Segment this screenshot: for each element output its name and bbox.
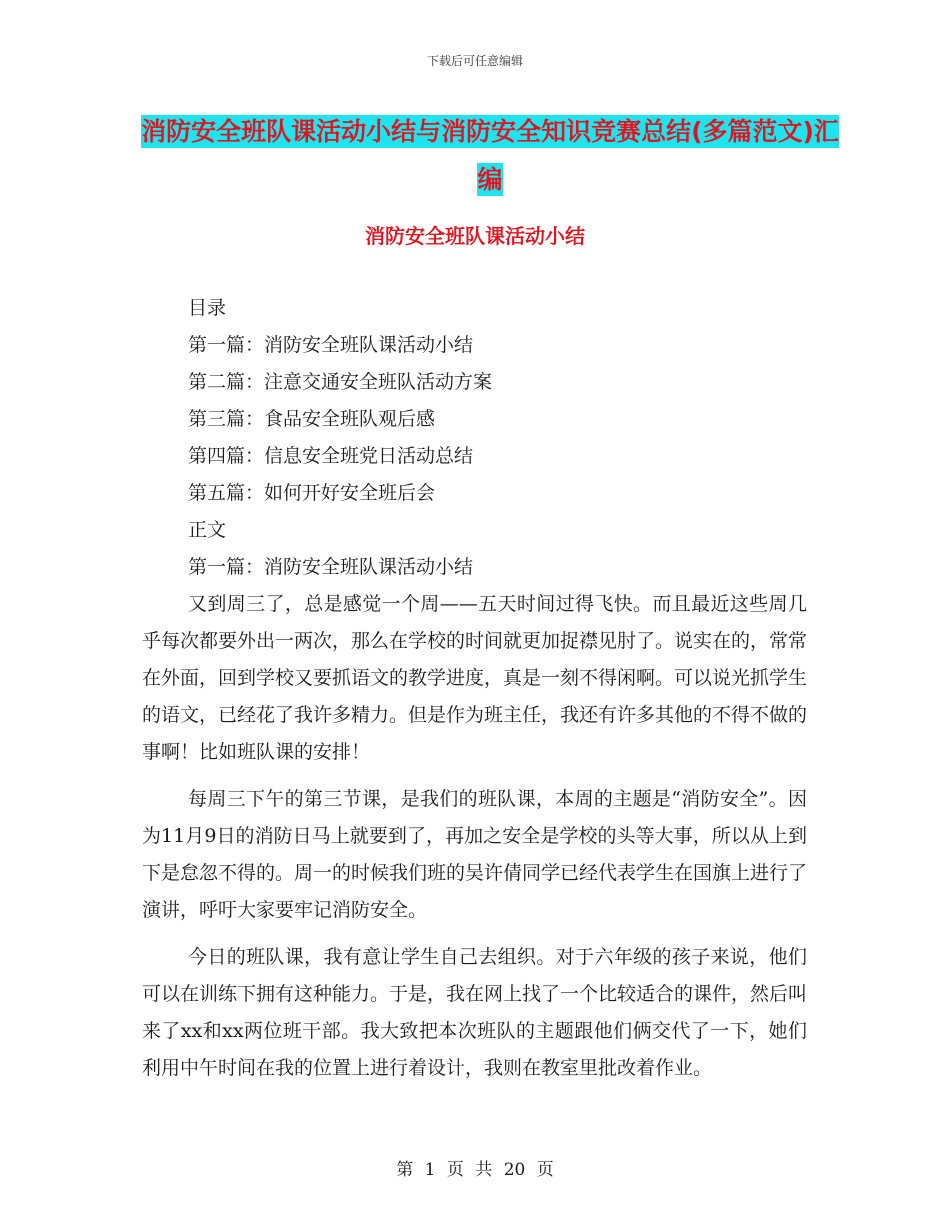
document-title-text: 消防安全班队课活动小结与消防安全知识竞赛总结(多篇范文)汇编 bbox=[141, 117, 839, 194]
paragraph: 又到周三了，总是感觉一个周——五天时间过得飞快。而且最近这些周几乎每次都要外出一两次，那么在学校的时间就更加捉襟见肘了。说实在的，常常在外面，回到学校又要抓语文的教学进度，真是一刻不得闲啊。可以说光抓学生的语文，已经花了我许多精力。但是作为班主任，我还有许多其他的不得不做的事啊！比如班队课的安排！ bbox=[142, 593, 808, 763]
header-note: 下载后可任意编辑 bbox=[426, 54, 523, 68]
toc-item: 第三篇：食品安全班队观后感 bbox=[188, 408, 436, 430]
toc-label: 目录 bbox=[188, 297, 227, 319]
paragraph: 每周三下午的第三节课，是我们的班队课，本周的主题是“消防安全”。因为11月9日的消防日马上就要到了，再加之安全是学校的头等大事，所以从上到下是怠忽不得的。周一的时候我们班的吴许倩同学已经代表学生在国旗上进行了演讲，呼吁大家要牢记消防安全。 bbox=[142, 788, 808, 921]
page-footer: 第 1 页 共 20 页 bbox=[396, 1160, 554, 1180]
paragraph: 今日的班队课，我有意让学生自己去组织。对于六年级的孩子来说，他们可以在训练下拥有这种能力。于是，我在网上找了一个比较适合的课件，然后叫来了xx和xx两位班干部。我大致把本次班队的主题跟他们俩交代了一下，她们利用中午时间在我的位置上进行着设计，我则在教室里批改着作业。 bbox=[142, 946, 808, 1079]
toc-item: 第二篇：注意交通安全班队活动方案 bbox=[188, 371, 493, 393]
toc-item: 第四篇：信息安全班党日活动总结 bbox=[188, 445, 474, 467]
body-label: 正文 bbox=[188, 519, 227, 541]
toc-item: 第五篇：如何开好安全班后会 bbox=[188, 482, 436, 504]
document-title bbox=[140, 108, 840, 204]
section-title: 消防安全班队课活动小结 bbox=[365, 224, 585, 248]
document-body bbox=[142, 290, 807, 1087]
article-heading: 第一篇：消防安全班队课活动小结 bbox=[188, 556, 474, 578]
toc-item: 第一篇：消防安全班队课活动小结 bbox=[188, 334, 474, 356]
